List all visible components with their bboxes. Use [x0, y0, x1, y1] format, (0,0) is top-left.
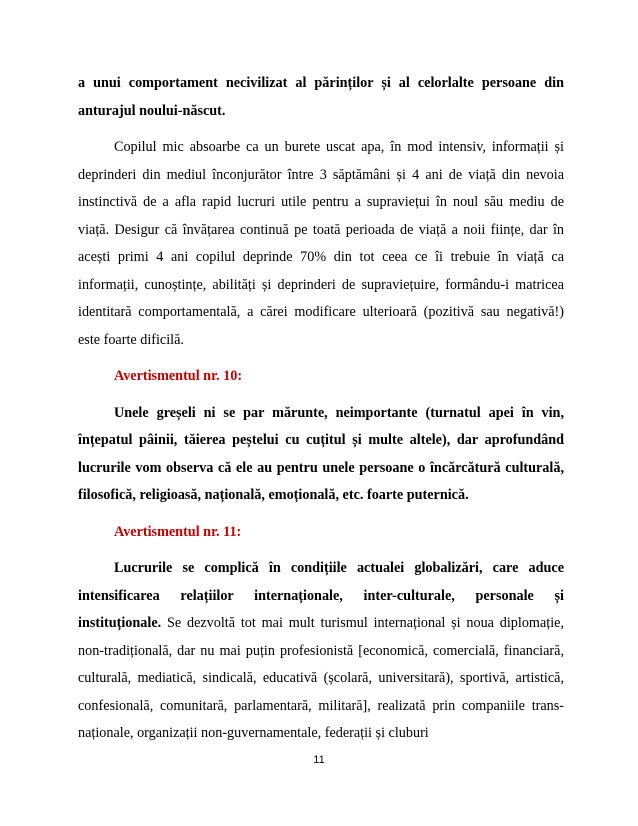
paragraph-warning-11 [78, 555, 564, 748]
heading-warning-11: Avertismentul nr. 11: [114, 523, 242, 540]
paragraph-warning-10: Unele greșeli ni se par mărunte, neimportante (turnatul apei în vin, înțepatul pâinii, tăierea peștelui cu cuțitul și multe altele), dar aprofundând lucrurile vom observa că ele au pentru unele persoane o încărcătură culturală, filosofică, religioasă, națională, emoțională, etc. foarte puternică. [78, 404, 564, 503]
paragraph-warning-11-bold: Lucrurile se complică în condițiile actualei globalizări, care aduce intensificarea relațiilor internaționale, inter-culturale, personale și instituționale. [78, 560, 564, 631]
page-number: 11 [313, 754, 325, 766]
heading-warning-10: Avertismentul nr. 10: [114, 368, 243, 384]
paragraph-child-learning: Copilul mic absoarbe ca un burete uscat apa, în mod intensiv, informații și deprinderi din mediul înconjurător între 3 săptămâni și 4 ani de viață din nevoia instinctivă de a afla rapid lucruri utile pentru a supraviețui în noul său mediu de viață. Desigur că învățarea continuă pe toată perioada de viață a noii ființe, dar în acești primi 4 ani copilul deprinde 70% din tot ceea ce îi trebuie în viață ca informații, cunoștințe, abilități și deprinderi de supraviețuire, formându-i matricea identitară comportamentală, a cărei modificare ulterioară (pozitivă sau negativă!) este foarte dificilă. [78, 139, 564, 348]
paragraph-warning-11-text: Se dezvoltă tot mai mult turismul internațional și noua diplomație, non-tradițională, dar nu mai puțin profesionistă [economică, comercială, financiară, culturală, mediatică, sindicală, educativă (școlară, universitară), sportivă, artistică, confesională, comunitară, parlamentară, militară], realizată prin companiile trans-naționale, organizații non-guvernamentale, federații și cluburi [78, 615, 564, 741]
document-page [78, 70, 564, 748]
paragraph-continuation: a unui comportament necivilizat al părinților și al celorlalte persoane din anturajul noului-născut. [78, 75, 564, 119]
